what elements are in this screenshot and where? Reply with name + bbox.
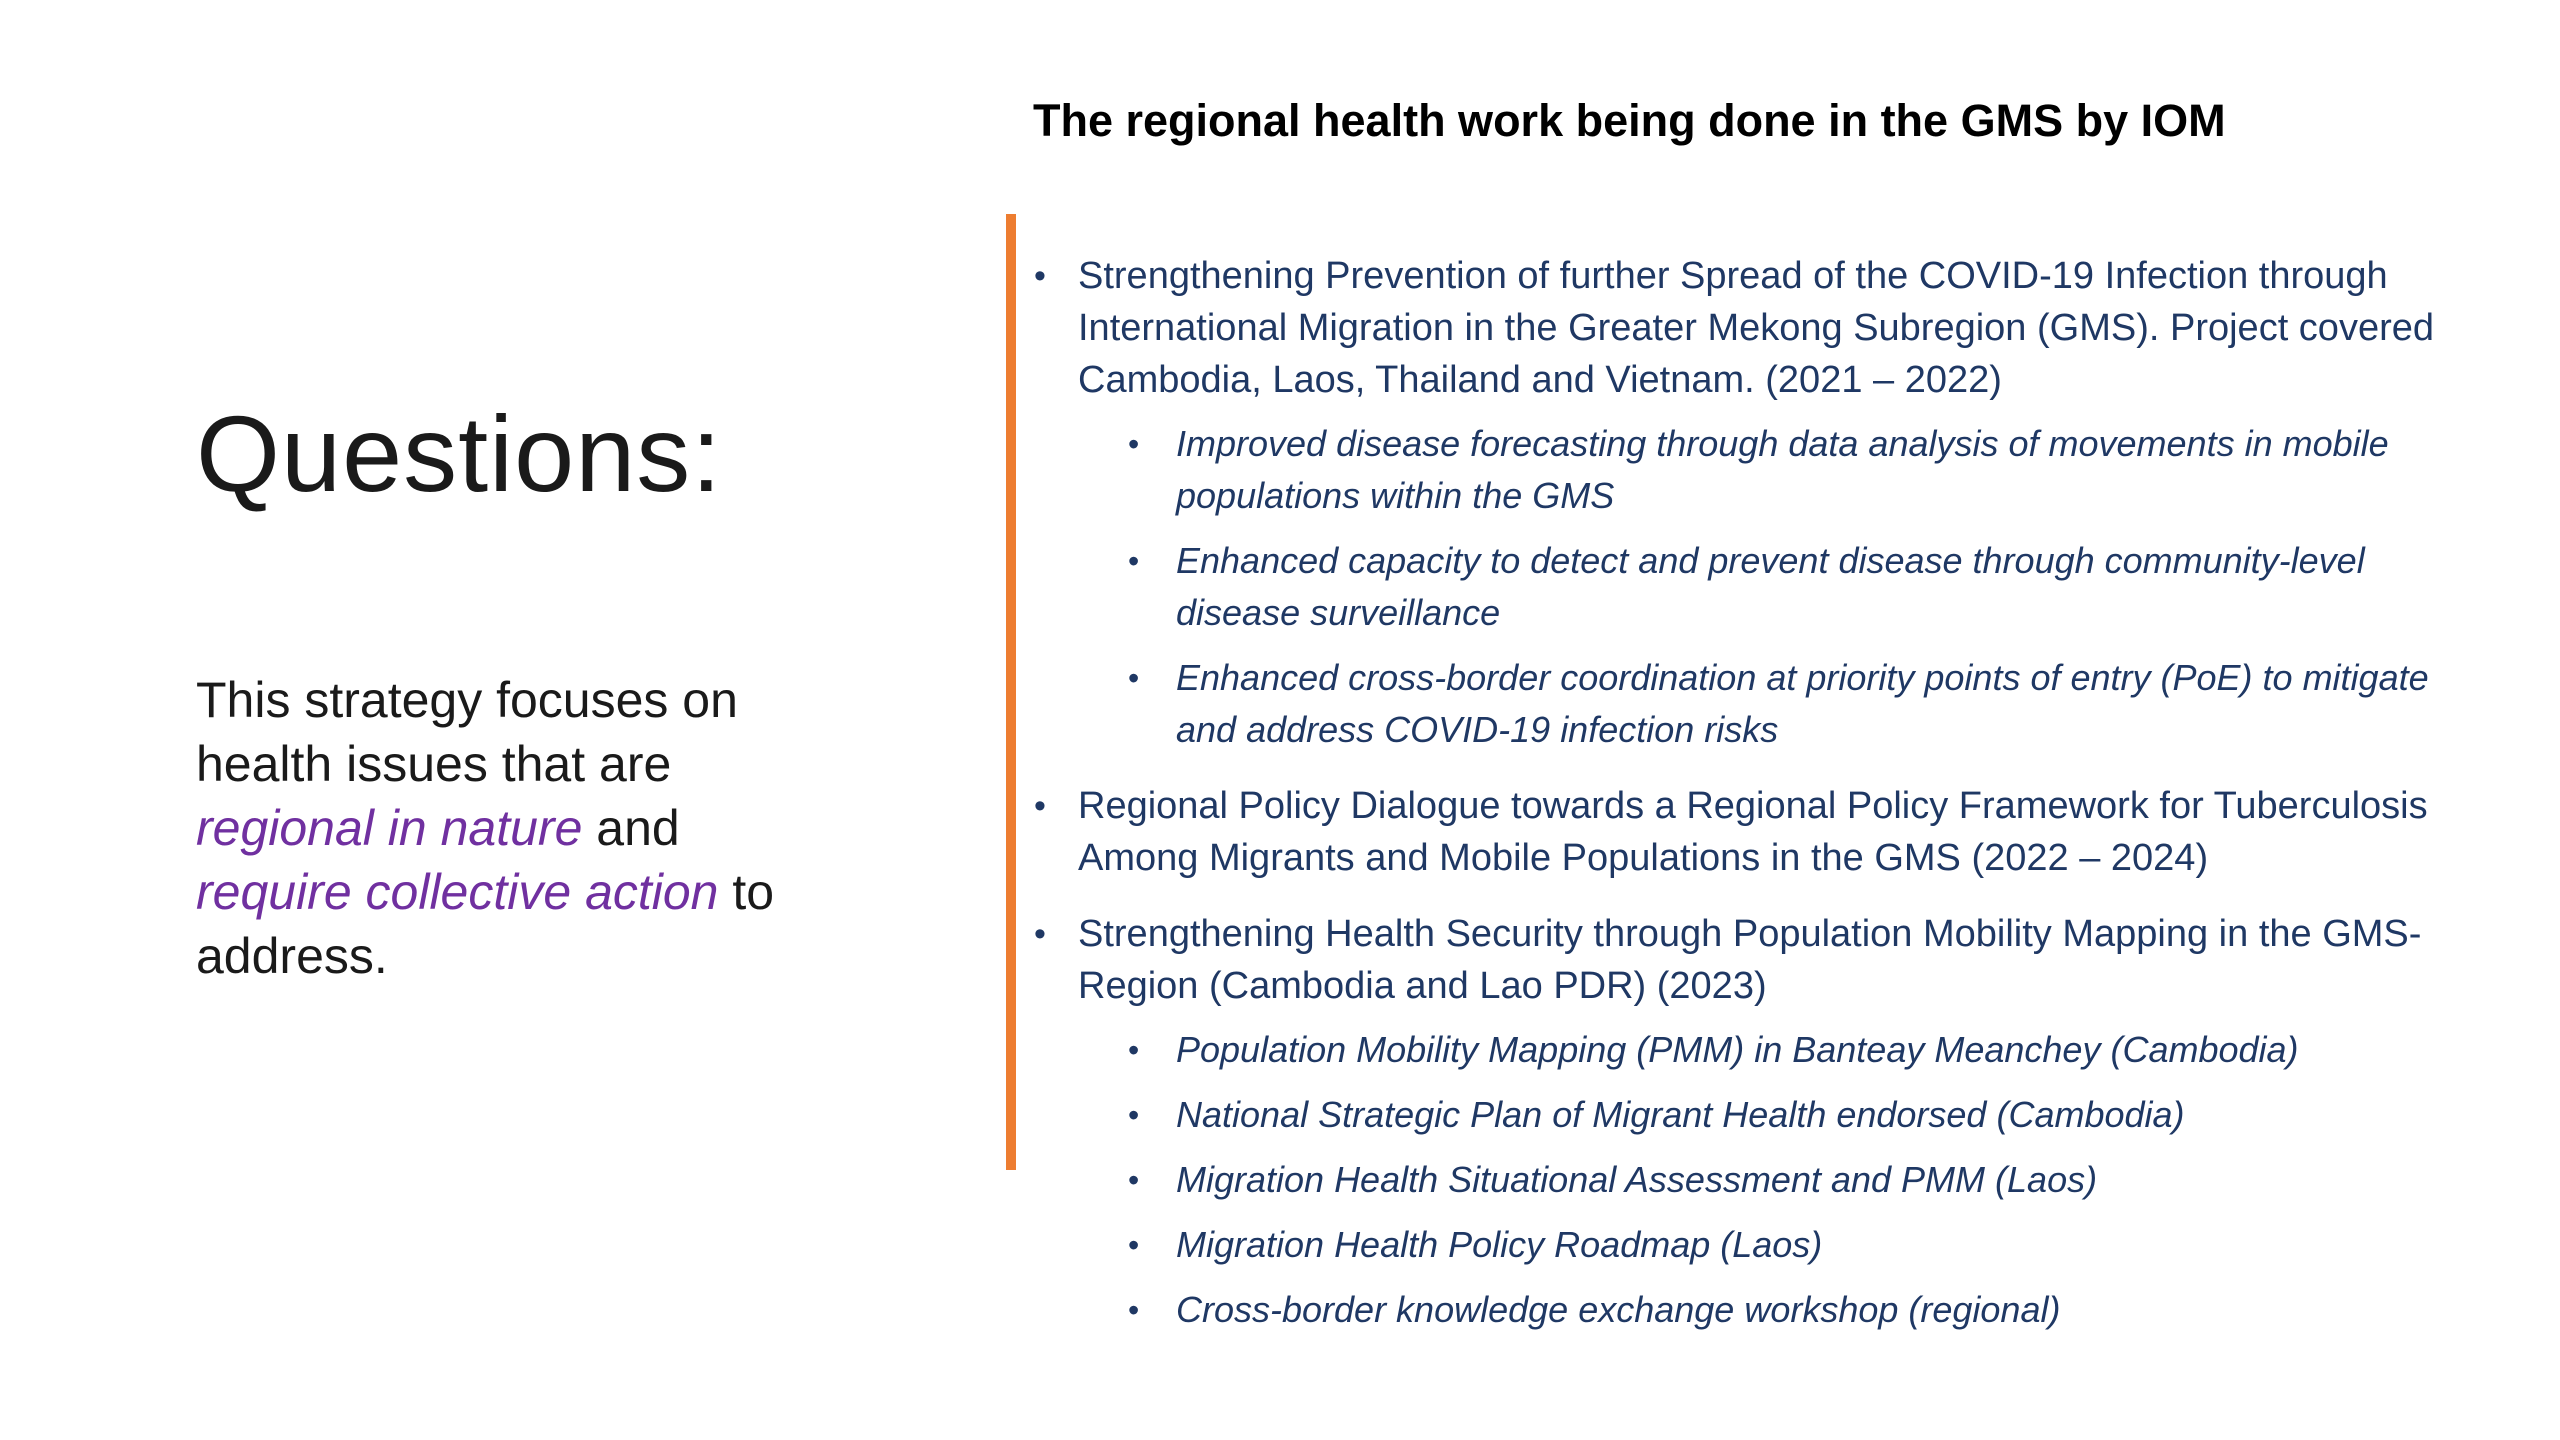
project-outcomes	[1030, 1024, 2490, 1336]
project-title: Strengthening Health Security through Population Mobility Mapping in the GMS-Region (Cambodia and Lao PDR) (2023)	[1078, 913, 2422, 1007]
project-title: Strengthening Prevention of further Spread of the COVID-19 Infection through International Migration in the Greater Mekong Subregion (GMS). Project covered Cambodia, Laos, Thailand and Vietnam. (2021 – 2022)	[1078, 255, 2434, 401]
bullet-dot-icon: •	[1128, 426, 1140, 462]
bullet-dot-icon: •	[1034, 787, 1046, 825]
project-bullet	[1030, 908, 2490, 1012]
project-title: Regional Policy Dialogue towards a Regional Policy Framework for Tuberculosis Among Migrants and Mobile Populations in the GMS (2022 – 2024)	[1078, 785, 2428, 879]
outcome-item	[1128, 1284, 2490, 1336]
project-item-mobility-mapping	[1030, 908, 2490, 1336]
outcome-text: National Strategic Plan of Migrant Health endorsed (Cambodia)	[1176, 1094, 2185, 1135]
outcome-item	[1128, 1024, 2490, 1076]
outcome-text: Improved disease forecasting through data analysis of movements in mobile populations within the GMS	[1176, 423, 2389, 516]
description-text-2: and	[582, 800, 680, 856]
outcome-item	[1128, 1089, 2490, 1141]
outcome-item	[1128, 418, 2490, 522]
outcome-item	[1128, 535, 2490, 639]
outcome-text: Population Mobility Mapping (PMM) in Banteay Meanchey (Cambodia)	[1176, 1029, 2299, 1070]
bullet-dot-icon: •	[1128, 1227, 1140, 1263]
outcome-text: Enhanced cross-border coordination at priority points of entry (PoE) to mitigate and address COVID-19 infection risks	[1176, 657, 2429, 750]
bullet-dot-icon: •	[1128, 1292, 1140, 1328]
outcome-item	[1128, 1219, 2490, 1271]
bullet-dot-icon: •	[1128, 543, 1140, 579]
project-bullet	[1030, 780, 2490, 884]
strategy-description	[196, 668, 836, 988]
project-list	[1030, 250, 2490, 1360]
project-item-covid19	[1030, 250, 2490, 756]
outcome-item	[1128, 1154, 2490, 1206]
bullet-dot-icon: •	[1128, 1162, 1140, 1198]
description-text-1: This strategy focuses on health issues that are	[196, 672, 738, 792]
description-text-3: to address.	[196, 864, 775, 984]
project-bullet	[1030, 250, 2490, 406]
highlight-regional-in-nature: regional in nature	[196, 800, 583, 856]
project-outcomes	[1030, 418, 2490, 756]
bullet-dot-icon: •	[1128, 1097, 1140, 1133]
bullet-dot-icon: •	[1128, 1032, 1140, 1068]
bullet-dot-icon: •	[1034, 257, 1046, 295]
bullet-dot-icon: •	[1128, 660, 1140, 696]
slide-title: Questions:	[196, 393, 723, 514]
outcome-text: Migration Health Situational Assessment and PMM (Laos)	[1176, 1159, 2098, 1200]
section-heading: The regional health work being done in the GMS by IOM	[1033, 95, 2226, 146]
outcome-item	[1128, 652, 2490, 756]
outcome-text: Enhanced capacity to detect and prevent disease through community-level disease surveillance	[1176, 540, 2365, 633]
bullet-dot-icon: •	[1034, 915, 1046, 953]
project-item-tuberculosis	[1030, 780, 2490, 884]
outcome-text: Migration Health Policy Roadmap (Laos)	[1176, 1224, 1823, 1265]
outcome-text: Cross-border knowledge exchange workshop (regional)	[1176, 1289, 2061, 1330]
orange-divider-bar	[1006, 214, 1016, 1170]
highlight-require-collective-action: require collective action	[196, 864, 719, 920]
